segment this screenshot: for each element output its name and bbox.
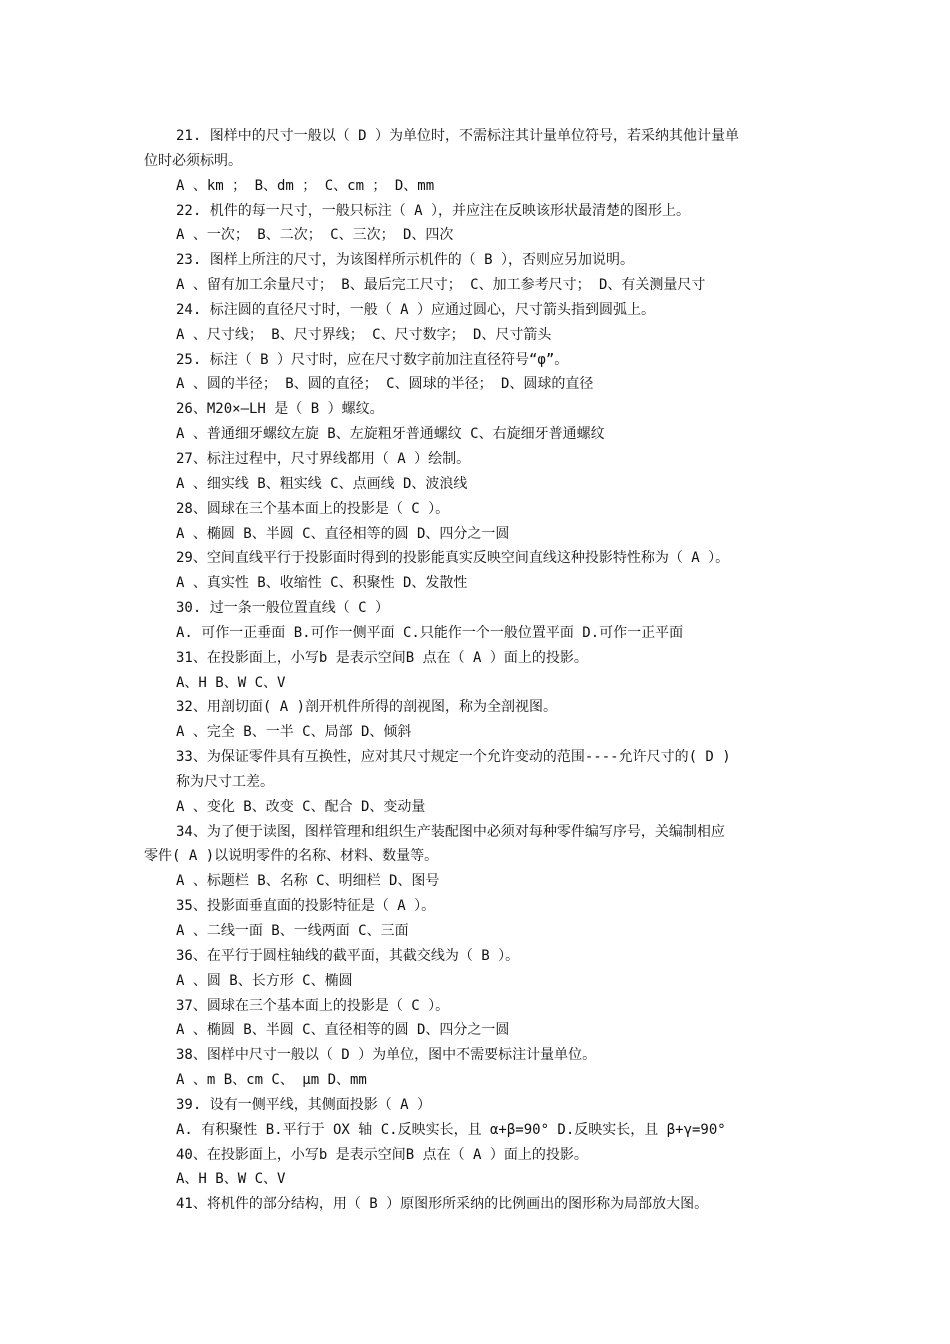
text-line: A、H B、W C、V	[176, 674, 286, 691]
text-line: 26、M20×—LH 是（ B ）螺纹。	[176, 401, 384, 418]
text-line: 21. 图样中的尺寸一般以（ D ）为单位时，不需标注其计量单位符号，若采纳其他计量单	[176, 128, 739, 144]
text-line: 23. 图样上所注的尺寸，为该图样所示机件的（ B ），否则应另加说明。	[176, 252, 634, 269]
text-line: 31、在投影面上，小写b 是表示空间B 点在（ A ）面上的投影。	[176, 649, 588, 666]
text-line: A 、圆的半径； B、圆的直径； C、圆球的半径； D、圆球的直径	[176, 376, 594, 393]
text-line: 38、图样中尺寸一般以（ D ）为单位，图中不需要标注计量单位。	[176, 1047, 597, 1064]
text-line: 34、为了便于读图，图样管理和组织生产装配图中必须对每种零件编写序号，关编制相应	[176, 823, 725, 840]
text-line: A 、椭圆 B、半圆 C、直径相等的圆 D、四分之一圆	[176, 525, 510, 542]
text-line: 24. 标注圆的直径尺寸时，一般（ A ）应通过圆心，尺寸箭头指到圆弧上。	[176, 301, 655, 318]
text-line: A 、椭圆 B、半圆 C、直径相等的圆 D、四分之一圆	[176, 1022, 510, 1039]
text-line: A 、一次； B、二次； C、三次； D、四次	[176, 227, 454, 244]
text-line: A 、普通细牙螺纹左旋 B、左旋粗牙普通螺纹 C、右旋细牙普通螺纹	[176, 426, 605, 443]
text-line: A 、变化 B、改变 C、配合 D、变动量	[176, 798, 426, 815]
text-line: A 、留有加工余量尺寸； B、最后完工尺寸； C、加工参考尺寸； D、有关测量尺寸	[176, 277, 706, 294]
text-line: 35、投影面垂直面的投影特征是（ A ）。	[176, 898, 436, 915]
text-line: A 、尺寸线； B、尺寸界线； C、尺寸数字； D、尺寸箭头	[176, 326, 552, 343]
text-line: A、H B、W C、V	[176, 1171, 286, 1188]
text-line: A 、细实线 B、粗实线 C、点画线 D、波浪线	[176, 475, 468, 492]
text-line: A. 可作一正垂面 B.可作一侧平面 C.只能作一个一般位置平面 D.可作一正平面	[176, 624, 684, 641]
text-line: A 、标题栏 B、名称 C、明细栏 D、图号	[176, 873, 440, 890]
text-line: 27、标注过程中，尺寸界线都用（ A ）绘制。	[176, 450, 471, 467]
text-line: 29、空间直线平行于投影面时得到的投影能真实反映空间直线这种投影特性称为（ A ）。	[176, 550, 730, 567]
text-line: 30. 过一条一般位置直线（ C ）	[176, 600, 390, 617]
text-line: 25. 标注（ B ）尺寸时，应在尺寸数字前加注直径符号“φ”。	[176, 351, 569, 368]
text-line: 36、在平行于圆柱轴线的截平面，其截交线为（ B ）。	[176, 947, 520, 964]
text-line: A 、完全 B、一半 C、局部 D、倾斜	[176, 724, 412, 741]
text-line: 28、圆球在三个基本面上的投影是（ C ）。	[176, 500, 450, 517]
text-line: A 、圆 B、长方形 C、椭圆	[176, 972, 353, 989]
text-line: 33、为保证零件具有互换性，应对其尺寸规定一个允许变动的范围----允许尺寸的( D )	[176, 749, 731, 766]
text-line: 37、圆球在三个基本面上的投影是（ C ）。	[176, 997, 450, 1014]
text-line: 位时必须标明。	[144, 152, 242, 169]
text-line: A. 有积聚性 B.平行于 OX 轴 C.反映实长，且 α+β=90° D.反映实长，且 β+γ=90°	[176, 1121, 726, 1138]
text-line: A 、真实性 B、收缩性 C、积聚性 D、发散性	[176, 575, 468, 592]
text-line: 41、将机件的部分结构，用（ B ）原图形所采纳的比例画出的图形称为局部放大图。	[176, 1196, 709, 1213]
text-line: 39. 设有一侧平线，其侧面投影（ A ）	[176, 1096, 432, 1113]
document-body	[144, 124, 812, 1217]
text-line: A 、二线一面 B、一线两面 C、三面	[176, 923, 409, 939]
text-line: A 、m B、cm C、 μm D、mm	[176, 1072, 367, 1089]
text-line: 零件( A )以说明零件的名称、材料、数量等。	[144, 848, 439, 865]
text-line: 32、用剖切面( A )剖开机件所得的剖视图，称为全剖视图。	[176, 699, 557, 716]
text-line: 22. 机件的每一尺寸，一般只标注（ A ），并应注在反映该形状最清楚的图形上。	[176, 202, 690, 219]
text-line: 40、在投影面上，小写b 是表示空间B 点在（ A ）面上的投影。	[176, 1146, 588, 1163]
text-line: 称为尺寸工差。	[176, 773, 274, 790]
text-line: A 、km ； B、dm ； C、cm ； D、mm	[176, 177, 435, 194]
